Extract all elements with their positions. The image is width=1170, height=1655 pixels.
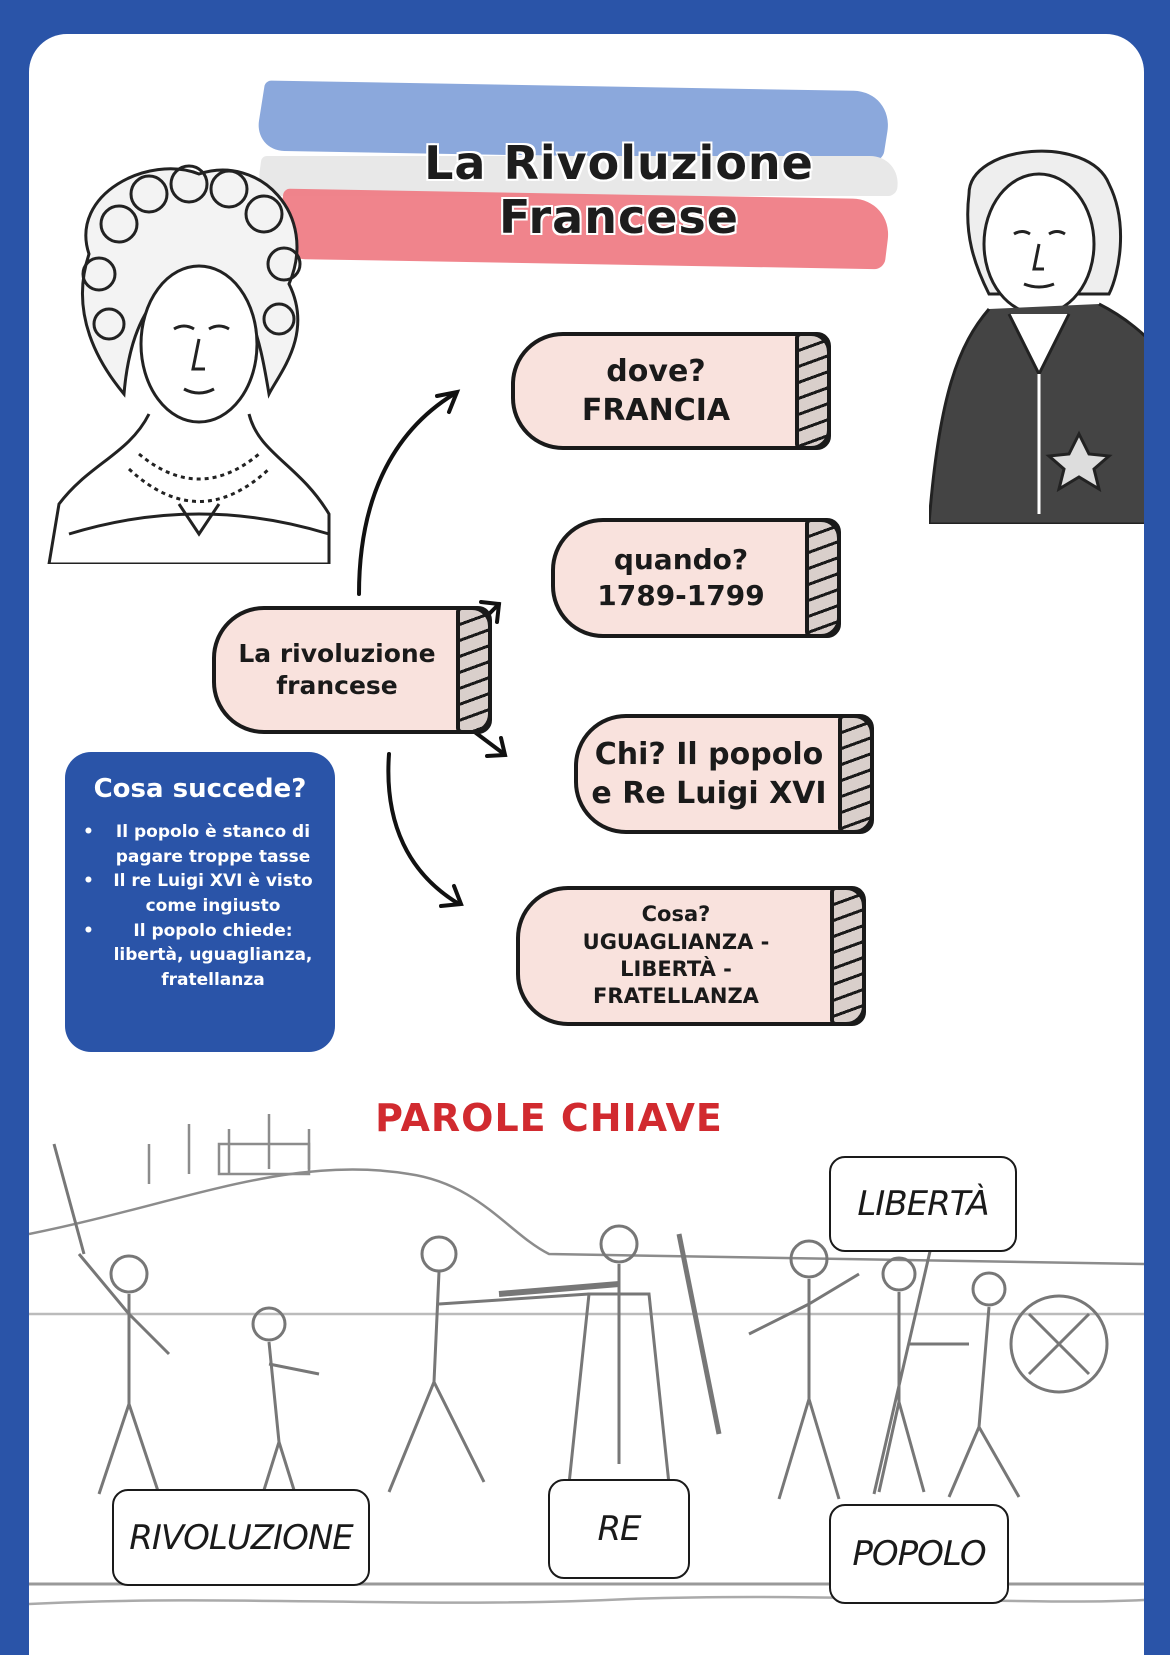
center-node-line1: La rivoluzione <box>238 638 436 668</box>
node-dove <box>511 332 831 450</box>
node-dove-answer: FRANCIA <box>581 393 731 428</box>
node-cosa-answer-2: LIBERTÀ - <box>620 957 732 981</box>
node-chi <box>574 714 874 834</box>
node-quando-answer: 1789-1799 <box>597 579 765 612</box>
node-cosa-answer-1: UGUAGLIANZA - <box>582 929 770 954</box>
scroll-cap <box>456 606 492 734</box>
arrow-to-dove <box>359 394 454 594</box>
info-card <box>65 752 335 1052</box>
info-card-title: Cosa succede? <box>93 774 307 804</box>
node-cosa-question: Cosa? <box>641 902 711 927</box>
keyword-rivoluzione: RIVOLUZIONE <box>112 1489 370 1586</box>
concept-center-node <box>212 606 492 734</box>
keyword-liberta: LIBERTÀ <box>829 1156 1017 1252</box>
page-title: La Rivoluzione Francese <box>424 136 814 244</box>
node-quando <box>551 518 841 638</box>
poster-page <box>29 34 1144 1655</box>
scroll-cap <box>838 714 874 834</box>
keyword-re: RE <box>548 1479 690 1579</box>
center-node-line2: francese <box>276 671 398 700</box>
info-card-list <box>79 820 321 992</box>
node-chi-answer: e Re Luigi XVI <box>591 776 827 811</box>
keyword-popolo: POPOLO <box>829 1504 1009 1604</box>
keywords-title: PAROLE CHIAVE <box>375 1096 723 1140</box>
info-card-item: • Il popolo chiede: libertà, uguaglianza, fratellanza <box>79 919 321 993</box>
scroll-cap <box>805 518 841 638</box>
scroll-cap <box>795 332 831 450</box>
scroll-cap <box>830 886 866 1026</box>
arrow-to-cosa <box>388 754 459 904</box>
node-quando-question: quando? <box>613 542 749 576</box>
info-card-item: • Il popolo è stanco di pagare troppe tasse <box>79 820 321 869</box>
node-chi-question: Chi? Il popolo <box>594 737 824 772</box>
node-cosa <box>516 886 866 1026</box>
node-dove-question: dove? <box>606 354 706 389</box>
node-cosa-answer-3: FRATELLANZA <box>593 984 759 1009</box>
info-card-item: • Il re Luigi XVI è visto come ingiusto <box>79 869 321 918</box>
